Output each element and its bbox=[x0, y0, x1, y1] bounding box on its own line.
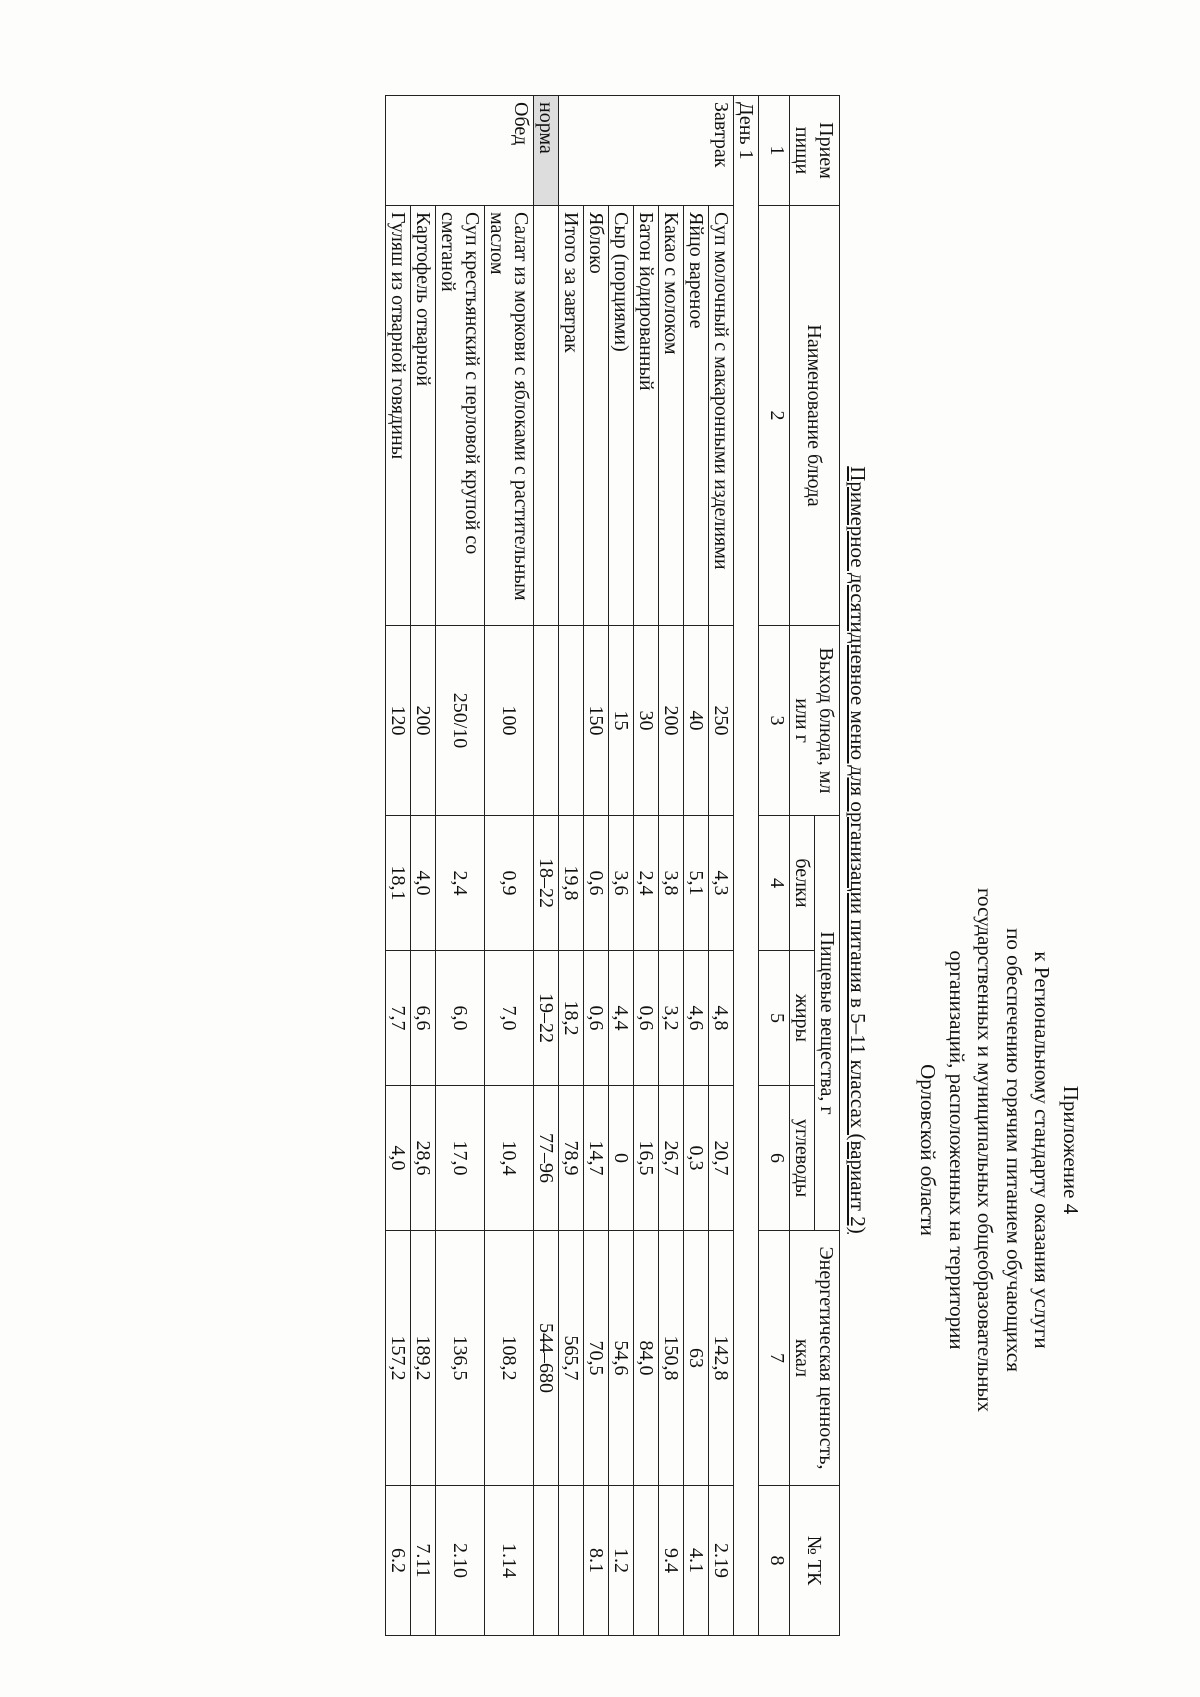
appendix-line: по обеспечению горячим питанием обучающихся bbox=[1002, 928, 1026, 1372]
norm-dish bbox=[534, 206, 559, 626]
dish-output: 40 bbox=[684, 626, 709, 816]
appendix-line: к Региональному стандарту оказания услуги bbox=[1030, 951, 1055, 1349]
dish-fat: 0,6 bbox=[584, 951, 609, 1086]
dish-carbs: 0 bbox=[609, 1086, 634, 1231]
dish-output: 100 bbox=[485, 626, 534, 816]
day-label: День 1 bbox=[734, 96, 759, 1636]
header-output: Выход блюда, мл или г bbox=[790, 626, 840, 816]
dish-carbs: 17,0 bbox=[436, 1086, 485, 1231]
dish-fat: 4,6 bbox=[684, 951, 709, 1086]
dish-fat: 7,0 bbox=[485, 951, 534, 1086]
dish-output: 150 bbox=[584, 626, 609, 816]
dish-carbs: 14,7 bbox=[584, 1086, 609, 1231]
dish-energy: 150,8 bbox=[659, 1231, 684, 1486]
appendix-line: Приложение 4 bbox=[1059, 1085, 1083, 1215]
header-protein: белки bbox=[790, 816, 815, 951]
dish-fat: 7,7 bbox=[386, 951, 411, 1086]
norm-label: норма bbox=[534, 96, 559, 206]
dish-energy: 63 bbox=[684, 1231, 709, 1486]
meal-breakfast: Завтрак bbox=[559, 96, 734, 206]
total-fat: 18,2 bbox=[559, 951, 584, 1086]
dish-energy: 70,5 bbox=[584, 1231, 609, 1486]
dish-protein: 2,4 bbox=[634, 816, 659, 951]
dish-protein: 2,4 bbox=[436, 816, 485, 951]
dish-name: Гуляш из отварной говядины bbox=[386, 206, 411, 626]
menu-title: Примерное десятидневное меню для организации питания в 5–11 классах (вариант 2) bbox=[846, 466, 870, 1234]
appendix-line: Орловской области bbox=[916, 1064, 941, 1236]
appendix-line: организаций, расположенных на территории bbox=[945, 950, 969, 1350]
dish-output: 250 bbox=[709, 626, 734, 816]
column-number: 5 bbox=[759, 951, 790, 1086]
header-fat: жиры bbox=[790, 951, 815, 1086]
dish-protein: 5,1 bbox=[684, 816, 709, 951]
dish-output: 250/10 bbox=[436, 626, 485, 816]
dish-protein: 3,8 bbox=[659, 816, 684, 951]
dish-fat: 3,2 bbox=[659, 951, 684, 1086]
dish-carbs: 26,7 bbox=[659, 1086, 684, 1231]
dish-fat: 6,6 bbox=[411, 951, 436, 1086]
dish-output: 15 bbox=[609, 626, 634, 816]
dish-output: 30 bbox=[634, 626, 659, 816]
menu-table bbox=[385, 95, 840, 1636]
total-protein: 19,8 bbox=[559, 816, 584, 951]
column-number: 6 bbox=[759, 1086, 790, 1231]
dish-output: 120 bbox=[386, 626, 411, 816]
norm-output bbox=[534, 626, 559, 816]
norm-protein: 18–22 bbox=[534, 816, 559, 951]
dish-name: Суп крестьянский с перловой крупой со сметаной bbox=[436, 206, 485, 626]
dish-name: Суп молочный с макаронными изделиями bbox=[709, 206, 734, 626]
appendix-header bbox=[914, 800, 1085, 1500]
table-row bbox=[411, 96, 436, 1636]
dish-tk: 4.1 bbox=[684, 1486, 709, 1636]
dish-carbs: 20,7 bbox=[709, 1086, 734, 1231]
dish-energy: 142,8 bbox=[709, 1231, 734, 1486]
dish-protein: 0,9 bbox=[485, 816, 534, 951]
dish-name: Сыр (порциями) bbox=[609, 206, 634, 626]
column-number-row bbox=[759, 96, 790, 1636]
total-row bbox=[559, 96, 584, 1636]
header-dish: Наименование блюда bbox=[790, 206, 840, 626]
norm-row bbox=[534, 96, 559, 1636]
dish-carbs: 4,0 bbox=[386, 1086, 411, 1231]
appendix-line: государственных и муниципальных общеобразовательных bbox=[973, 887, 998, 1413]
header-carbs: углеводы bbox=[790, 1086, 815, 1231]
column-number: 2 bbox=[759, 206, 790, 626]
header-meal: Прием пищи bbox=[790, 96, 840, 206]
dish-energy: 136,5 bbox=[436, 1231, 485, 1486]
dish-fat: 4,4 bbox=[609, 951, 634, 1086]
dish-tk: 6.2 bbox=[386, 1486, 411, 1636]
header-row bbox=[815, 96, 840, 1636]
dish-protein: 4,3 bbox=[709, 816, 734, 951]
table-row bbox=[684, 96, 709, 1636]
dish-energy: 157,2 bbox=[386, 1231, 411, 1486]
dish-tk: 8.1 bbox=[584, 1486, 609, 1636]
table-row bbox=[584, 96, 609, 1636]
norm-fat: 19–22 bbox=[534, 951, 559, 1086]
dish-carbs: 16,5 bbox=[634, 1086, 659, 1231]
dish-tk: 2.10 bbox=[436, 1486, 485, 1636]
dish-protein: 18,1 bbox=[386, 816, 411, 951]
dish-carbs: 10,4 bbox=[485, 1086, 534, 1231]
dish-output: 200 bbox=[411, 626, 436, 816]
total-carbs: 78,9 bbox=[559, 1086, 584, 1231]
dish-protein: 4,0 bbox=[411, 816, 436, 951]
dish-name: Картофель отварной bbox=[411, 206, 436, 626]
table-row bbox=[709, 96, 734, 1636]
dish-energy: 54,6 bbox=[609, 1231, 634, 1486]
total-tk bbox=[559, 1486, 584, 1636]
dish-tk: 9.4 bbox=[659, 1486, 684, 1636]
dish-fat: 6,0 bbox=[436, 951, 485, 1086]
dish-name: Яйцо вареное bbox=[684, 206, 709, 626]
dish-name: Салат из моркови с яблоками с растительным маслом bbox=[485, 206, 534, 626]
total-label: Итого за завтрак bbox=[559, 206, 584, 626]
header-energy: Энергетическая ценность, ккал bbox=[790, 1231, 840, 1486]
day-row bbox=[734, 96, 759, 1636]
meal-lunch: Обед bbox=[386, 96, 534, 206]
dish-protein: 3,6 bbox=[609, 816, 634, 951]
column-number: 7 bbox=[759, 1231, 790, 1486]
table-row bbox=[659, 96, 684, 1636]
table-row bbox=[634, 96, 659, 1636]
table-row bbox=[485, 96, 534, 1636]
dish-name: Батон йодированный bbox=[634, 206, 659, 626]
dish-tk: 2.19 bbox=[709, 1486, 734, 1636]
norm-energy: 544–680 bbox=[534, 1231, 559, 1486]
dish-fat: 0,6 bbox=[634, 951, 659, 1086]
header-nutrients: Пищевые вещества, г bbox=[815, 816, 840, 1231]
norm-tk bbox=[534, 1486, 559, 1636]
dish-carbs: 0,3 bbox=[684, 1086, 709, 1231]
dish-carbs: 28,6 bbox=[411, 1086, 436, 1231]
column-number: 1 bbox=[759, 96, 790, 206]
dish-energy: 84,0 bbox=[634, 1231, 659, 1486]
table-row bbox=[386, 96, 411, 1636]
norm-carbs: 77–96 bbox=[534, 1086, 559, 1231]
dish-name: Яблоко bbox=[584, 206, 609, 626]
dish-name: Какао с молоком bbox=[659, 206, 684, 626]
dish-tk bbox=[634, 1486, 659, 1636]
table-row bbox=[436, 96, 485, 1636]
total-output bbox=[559, 626, 584, 816]
dish-fat: 4,8 bbox=[709, 951, 734, 1086]
column-number: 3 bbox=[759, 626, 790, 816]
table-row bbox=[609, 96, 634, 1636]
dish-energy: 189,2 bbox=[411, 1231, 436, 1486]
header-tk: № ТК bbox=[790, 1486, 840, 1636]
column-number: 8 bbox=[759, 1486, 790, 1636]
dish-output: 200 bbox=[659, 626, 684, 816]
dish-tk: 1.2 bbox=[609, 1486, 634, 1636]
dish-protein: 0,6 bbox=[584, 816, 609, 951]
column-number: 4 bbox=[759, 816, 790, 951]
total-energy: 565,7 bbox=[559, 1231, 584, 1486]
dish-tk: 7.11 bbox=[411, 1486, 436, 1636]
dish-energy: 108,2 bbox=[485, 1231, 534, 1486]
dish-tk: 1.14 bbox=[485, 1486, 534, 1636]
